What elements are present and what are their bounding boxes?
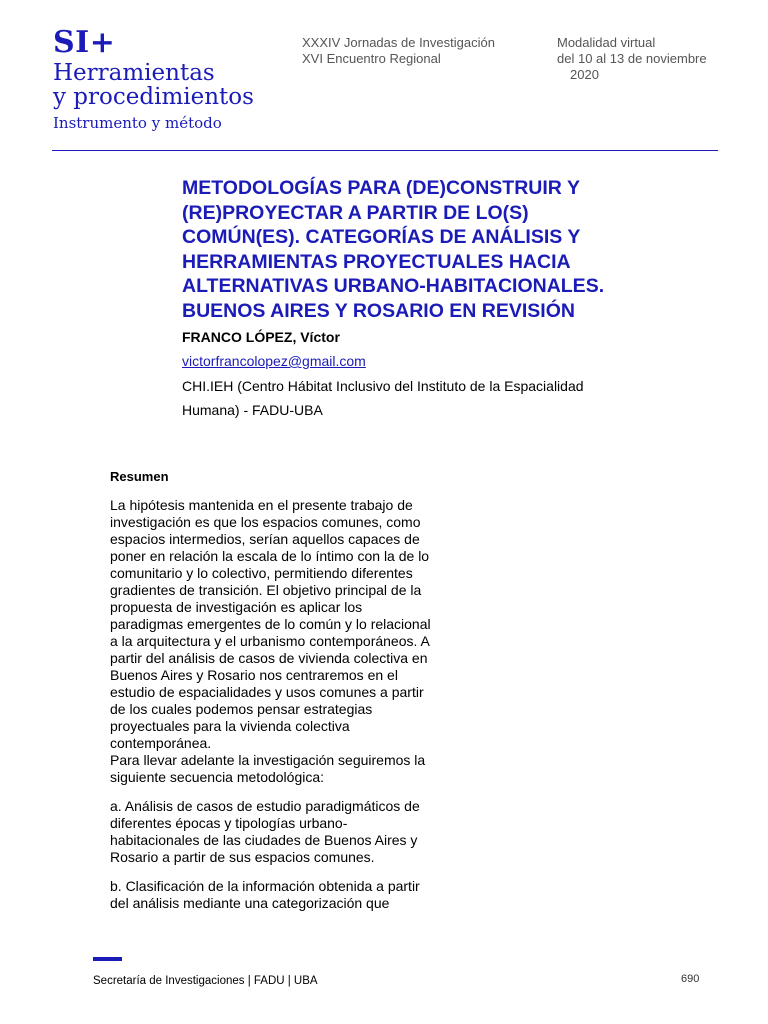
logo-title (53, 61, 254, 109)
text-line: gradientes de transición. El objetivo principal de la (110, 582, 422, 598)
page-number: 690 (681, 973, 700, 985)
abstract-paragraph (110, 497, 470, 786)
title-line: (RE)PROYECTAR A PARTIR DE LO(S) (182, 201, 529, 224)
text-line: propuesta de investigación es aplicar los (110, 599, 363, 615)
title-line: BUENOS AIRES Y ROSARIO EN REVISIÓN (182, 299, 575, 322)
text-line: contemporánea. (110, 735, 212, 751)
author-email-link[interactable]: victorfrancolopez@gmail.com (182, 353, 366, 369)
text-line: Rosario a partir de sus espacios comunes. (110, 849, 375, 865)
text-line: siguiente secuencia metodológica: (110, 769, 325, 785)
logo-mark: SI+ (53, 25, 116, 60)
title-line: HERRAMIENTAS PROYECTUALES HACIA (182, 250, 571, 273)
dates-line: Modalidad virtual (557, 35, 656, 50)
text-line: habitacionales de las ciudades de Buenos Aires y (110, 832, 418, 848)
text-line: a la arquitectura y el urbanismo contemporáneos. A (110, 633, 430, 649)
title-line: METODOLOGÍAS PARA (DE)CONSTRUIR Y (182, 177, 580, 199)
text-line: de los cuales podemos pensar estrategias (110, 701, 373, 717)
text-line: b. Clasificación de la información obtenida a partir (110, 878, 420, 894)
text-line: partir del análisis de casos de vivienda colectiva en (110, 650, 428, 666)
text-line: investigación es que los espacios comunes, como (110, 514, 421, 530)
title-line: COMÚN(ES). CATEGORÍAS DE ANÁLISIS Y (182, 226, 581, 249)
event-line: XXXIV Jornadas de Investigación (302, 35, 495, 50)
text-line: del análisis mediante una categorización que (110, 895, 390, 911)
author-name: FRANCO LÓPEZ, Víctor (182, 329, 340, 345)
header-divider (52, 150, 718, 151)
article-title (182, 176, 662, 324)
text-line: comunitario y lo colectivo, permitiendo diferentes (110, 565, 413, 581)
dates-year: 2020 (570, 67, 599, 82)
author-affiliation (182, 374, 652, 422)
logo-title-line: y procedimientos (53, 84, 254, 110)
text-line: diferentes épocas y tipologías urbano- (110, 815, 348, 831)
text-line: proyectuales para la vivienda colectiva (110, 718, 350, 734)
affiliation-line: Humana) - FADU-UBA (182, 402, 323, 418)
abstract-heading: Resumen (110, 469, 169, 484)
logo-title-line: Herramientas (53, 60, 215, 86)
event-dates (557, 35, 707, 83)
event-info (302, 35, 495, 67)
event-line: XVI Encuentro Regional (302, 51, 441, 66)
text-line: Para llevar adelante la investigación seguiremos la (110, 752, 426, 768)
text-line: a. Análisis de casos de estudio paradigmáticos de (110, 798, 420, 814)
affiliation-line: CHI.IEH (Centro Hábitat Inclusivo del Instituto de la Espacialidad (182, 378, 584, 394)
text-line: poner en relación la escala de lo íntimo con la de lo (110, 548, 430, 564)
dates-line: del 10 al 13 de noviembre (557, 51, 707, 66)
logo-subtitle: Instrumento y método (53, 114, 222, 132)
text-line: espacios intermedios, serían aquellos capaces de (110, 531, 420, 547)
abstract-paragraph (110, 798, 470, 866)
abstract-paragraph (110, 878, 470, 912)
text-line: La hipótesis mantenida en el presente trabajo de (110, 497, 413, 513)
footer-accent-bar (93, 957, 122, 961)
text-line: estudio de espacialidades y usos comunes a partir (110, 684, 424, 700)
title-line: ALTERNATIVAS URBANO-HABITACIONALES. (182, 275, 605, 298)
text-line: paradigmas emergentes de lo común y lo relacional (110, 616, 431, 632)
abstract-body (110, 497, 470, 912)
footer-text: Secretaría de Investigaciones | FADU | UBA (93, 975, 318, 987)
text-line: Buenos Aires y Rosario nos centraremos en el (110, 667, 398, 683)
